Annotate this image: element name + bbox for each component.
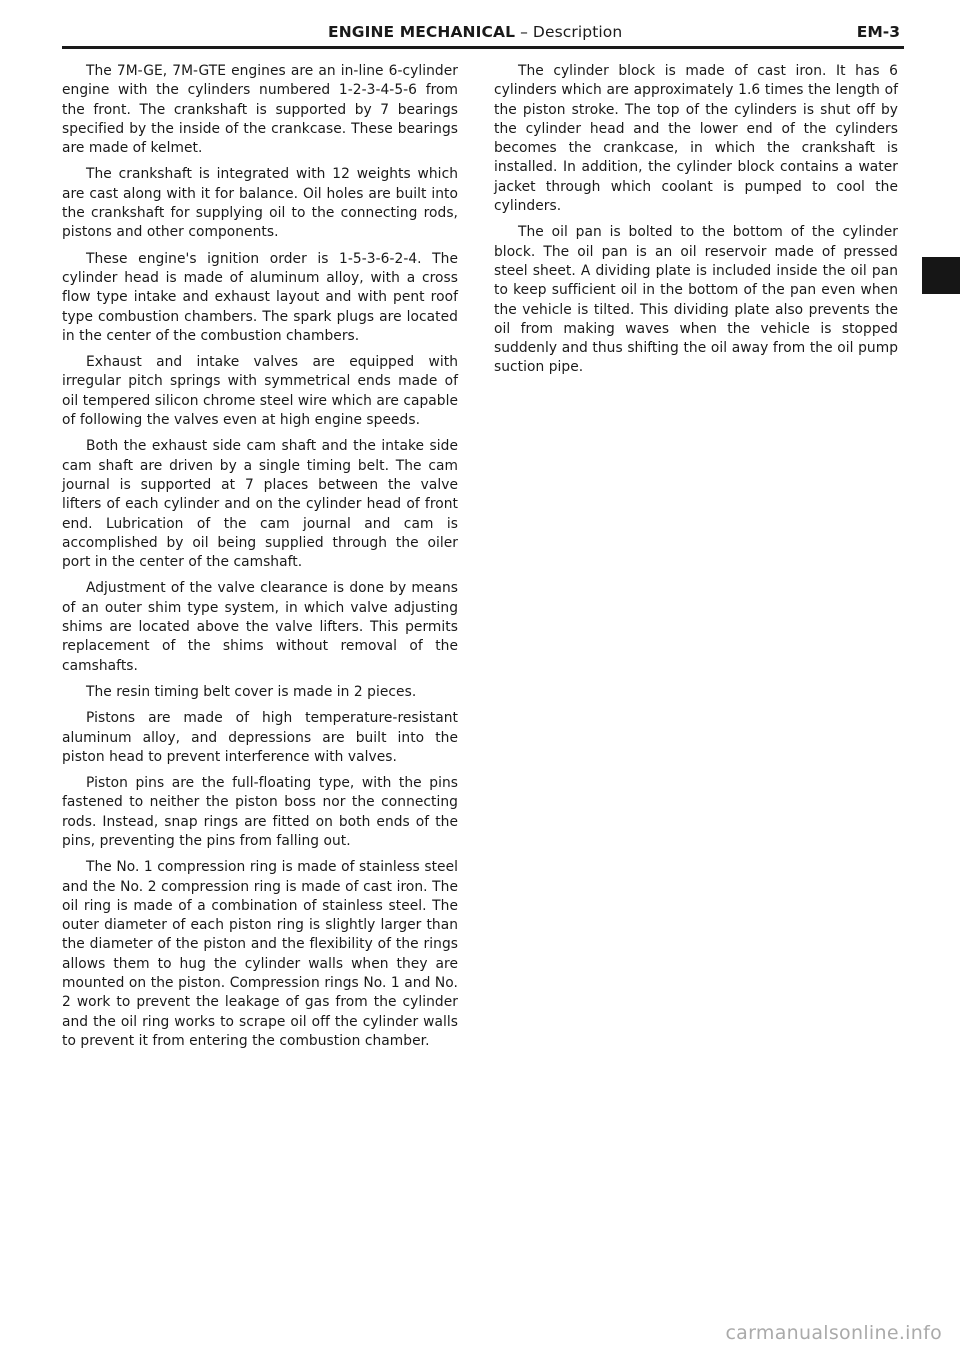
subsection-name: Description xyxy=(532,23,623,41)
left-column xyxy=(62,62,458,1058)
title-dash: – xyxy=(520,23,528,41)
page-header xyxy=(62,20,904,48)
paragraph-piston-rings: The No. 1 compression ring is made of stainless steel and the No. 2 compression ring is made of cast iron. The oil ring is made of a combination of stainless steel. The outer diameter of each piston ring is slightly larger than the diameter of the piston and the flexibility of the rings allows them to hug the cylinder walls when they are mounted on the piston. Compression rings No. 1 and No. 2 work to prevent the leakage of gas from the cylinder and the oil ring works to scrape oil off the cylinder walls to prevent it from entering the combustion chamber. xyxy=(62,859,458,1049)
paragraph-crankshaft: The crankshaft is integrated with 12 weights which are cast along with it for balance. Oil holes are built into the crankshaft for supplying oil to the connecting rods, pistons and other components. xyxy=(62,166,458,241)
section-title xyxy=(328,23,622,41)
paragraph-camshaft: Both the exhaust side cam shaft and the intake side cam shaft are driven by a single timing belt. The cam journal is supported at 7 places between the valve lifters of each cylinder and on the cylinder head of front end. Lubrication of the cam journal and cam is accomplished by oil being supplied through the oiler port in the center of the camshaft. xyxy=(62,438,458,571)
paragraph-pistons: Pistons are made of high temperature-resistant aluminum alloy, and depressions are built into the piston head to prevent interference with valves. xyxy=(62,710,458,765)
page-code: EM-3 xyxy=(856,23,900,41)
paragraph-timing-belt-cover: The resin timing belt cover is made in 2 pieces. xyxy=(86,683,417,700)
section-thumb-tab xyxy=(922,257,960,294)
right-column xyxy=(494,62,898,385)
paragraph-piston-pins: Piston pins are the full-floating type, with the pins fastened to neither the piston boss nor the connecting rods. Instead, snap rings are fitted on both ends of the pins, preventing the pins from falling out. xyxy=(62,775,458,849)
watermark-text: carmanualsonline.info xyxy=(725,1322,942,1344)
section-name: ENGINE MECHANICAL xyxy=(328,23,516,41)
paragraph-valve-clearance: Adjustment of the valve clearance is done by means of an outer shim type system, in which valve adjusting shims are located above the valve lifters. This permits replacement of the shims without removal of the camshafts. xyxy=(62,580,458,674)
paragraph-cylinder-head: These engine's ignition order is 1-5-3-6-2-4. The cylinder head is made of aluminum alloy, with a cross flow type intake and exhaust layout and with pent roof type combustion chambers. The spark plugs are located in the center of the combustion chambers. xyxy=(62,250,458,344)
paragraph-oil-pan: The oil pan is bolted to the bottom of the cylinder block. The oil pan is an oil reservoir made of pressed steel sheet. A dividing plate is included inside the oil pan to keep sufficient oil in the bottom of the pan even when the vehicle is tilted. This dividing plate also prevents the oil from making waves when the vehicle is stopped suddenly and thus shifting the oil away from the oil pump suction pipe. xyxy=(494,224,898,376)
paragraph-cylinder-block: The cylinder block is made of cast iron. It has 6 cylinders which are approximately 1.6 times the length of the piston stroke. The top of the cylinders is shut off by the cylinder head and the lower end of the cylinders becomes the crankcase, in which the crankshaft is installed. In addition, the cylinder block contains a water jacket through which coolant is pumped to cool the cylinders. xyxy=(494,63,898,215)
paragraph-valves: Exhaust and intake valves are equipped with irregular pitch springs with symmetrical ends made of oil tempered silicon chrome steel wire which are capable of following the valves even at high engine speeds. xyxy=(62,354,458,429)
paragraph-engine-layout: The 7M-GE, 7M-GTE engines are an in-line 6-cylinder engine with the cylinders numbered 1-2-3-4-5-6 from the front. The crankshaft is supported by 7 bearings specified by the inside of the crankcase. These bearings are made of kelmet. xyxy=(62,63,458,157)
header-rule xyxy=(62,46,904,49)
